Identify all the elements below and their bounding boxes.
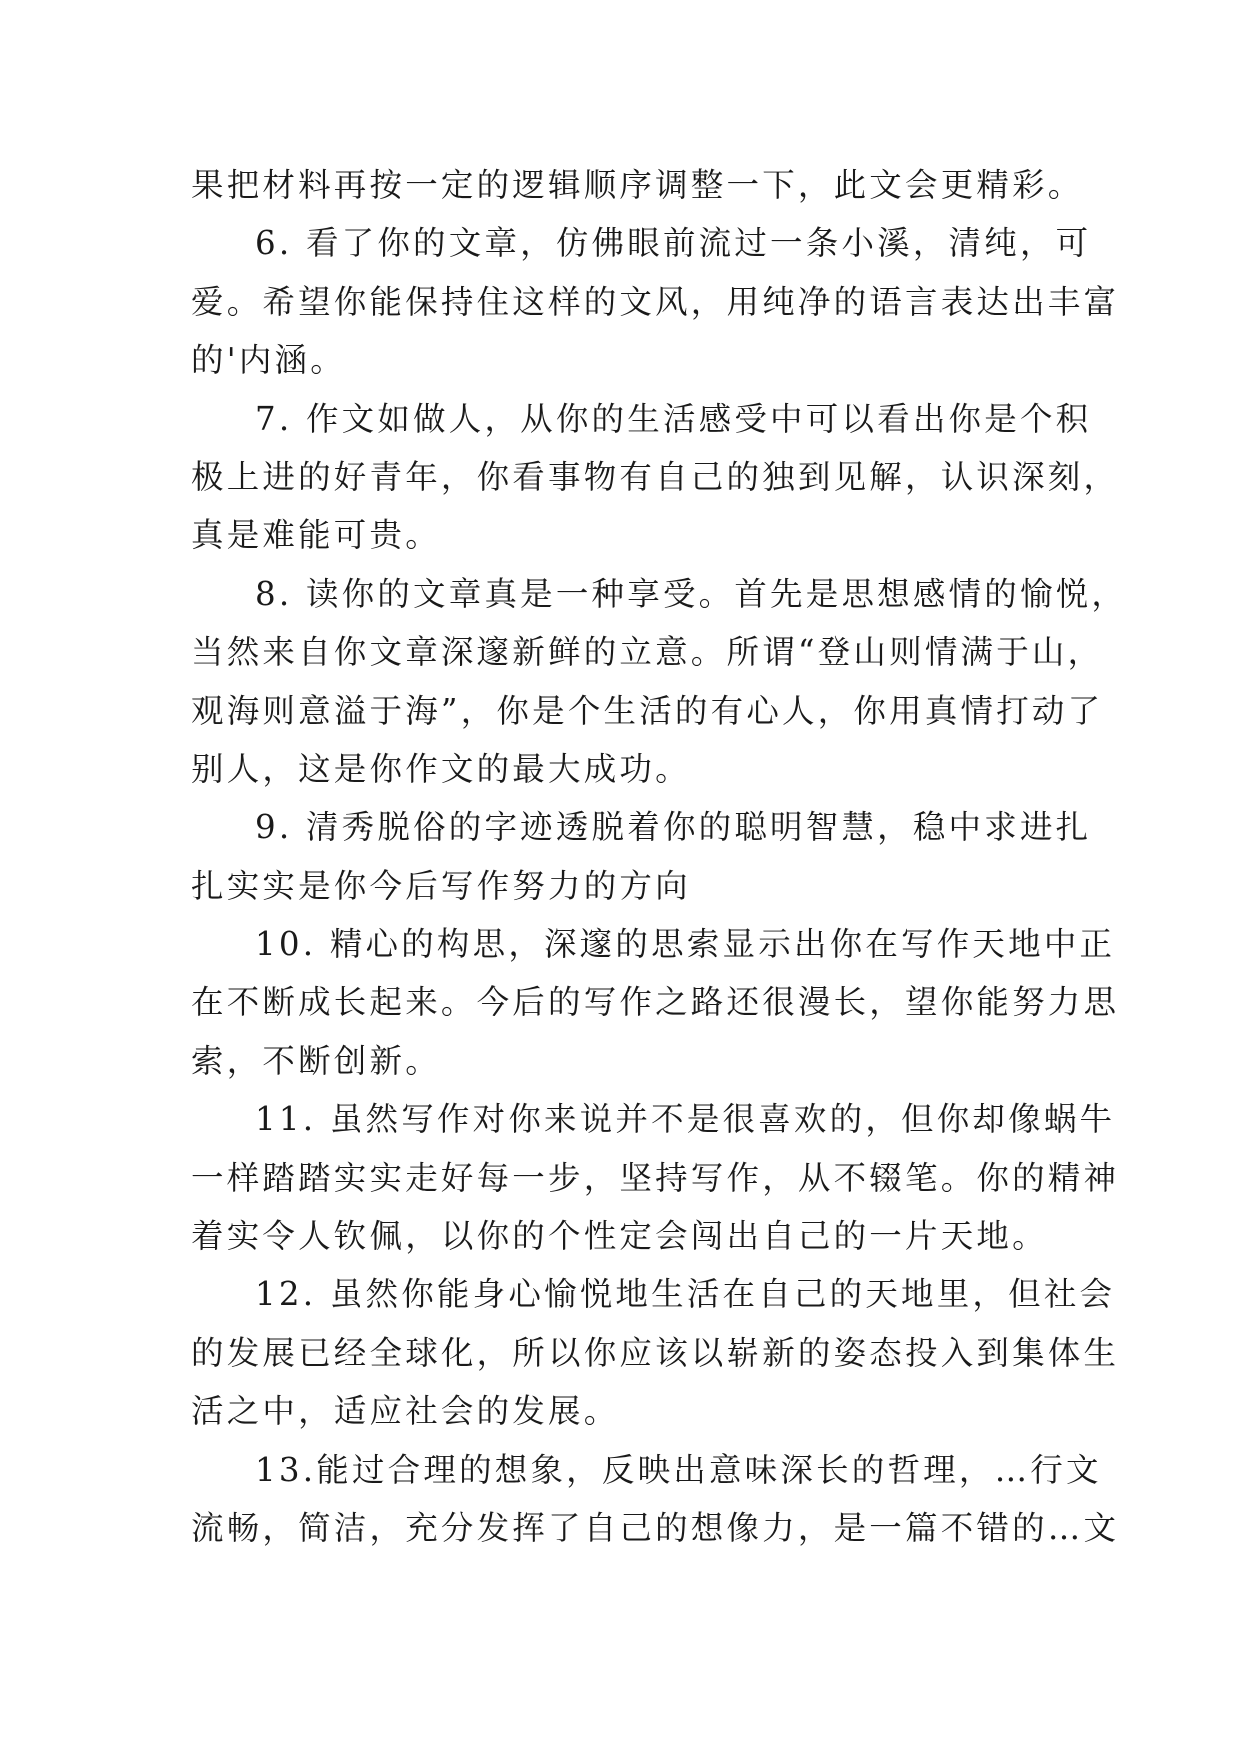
document-body bbox=[191, 156, 1128, 1557]
text-line: 13.能过合理的想象，反映出意味深长的哲理，…行文 bbox=[255, 1450, 1102, 1489]
text-line: 活之中，适应社会的发展。 bbox=[191, 1392, 620, 1431]
text-line: 真是难能可贵。 bbox=[191, 516, 441, 555]
text-line: 流畅，简洁，充分发挥了自己的想像力，是一篇不错的…文 bbox=[191, 1508, 1120, 1547]
text-line: 爱。希望你能保持住这样的文风，用纯净的语言表达出丰富 bbox=[191, 282, 1120, 321]
paragraph-comment-9 bbox=[191, 798, 1092, 915]
paragraph-comment-10 bbox=[191, 915, 1120, 1090]
paragraph-continuation bbox=[191, 156, 1084, 214]
text-line: 观海则意溢于海”，你是个生活的有心人，你用真情打动了 bbox=[191, 691, 1104, 730]
paragraph-comment-6 bbox=[191, 214, 1120, 389]
text-line: 8. 读你的文章真是一种享受。首先是思想感情的愉悦， bbox=[255, 574, 1128, 613]
text-line: 9. 清秀脱俗的字迹透脱着你的聪明智慧，稳中求进扎 bbox=[255, 808, 1092, 847]
text-line: 扎实实是你今后写作努力的方向 bbox=[191, 866, 691, 905]
text-line: 着实令人钦佩，以你的个性定会闯出自己的一片天地。 bbox=[191, 1217, 1048, 1256]
text-line: 极上进的好青年，你看事物有自己的独到见解，认识深刻， bbox=[191, 457, 1120, 496]
paragraph-comment-8 bbox=[191, 565, 1128, 799]
paragraph-comment-7 bbox=[191, 390, 1120, 565]
text-line: 10. 精心的构思，深邃的思索显示出你在写作天地中正 bbox=[255, 925, 1116, 964]
text-line: 果把材料再按一定的逻辑顺序调整一下，此文会更精彩。 bbox=[191, 166, 1084, 204]
text-line: 索，不断创新。 bbox=[191, 1041, 441, 1080]
text-line: 的'内涵。 bbox=[191, 341, 346, 380]
text-line: 7. 作文如做人，从你的生活感受中可以看出你是个积 bbox=[255, 399, 1092, 438]
paragraph-comment-11 bbox=[191, 1090, 1120, 1265]
text-line: 的发展已经全球化，所以你应该以崭新的姿态投入到集体生 bbox=[191, 1333, 1120, 1372]
paragraph-comment-12 bbox=[191, 1265, 1120, 1440]
text-line: 12. 虽然你能身心愉悦地生活在自己的天地里，但社会 bbox=[255, 1275, 1116, 1314]
text-line: 别人，这是你作文的最大成功。 bbox=[191, 749, 691, 788]
text-line: 在不断成长起来。今后的写作之路还很漫长，望你能努力思 bbox=[191, 983, 1120, 1022]
text-line: 11. 虽然写作对你来说并不是很喜欢的，但你却像蜗牛 bbox=[255, 1100, 1116, 1139]
text-line: 6. 看了你的文章，仿佛眼前流过一条小溪，清纯，可 bbox=[255, 224, 1092, 263]
text-line: 一样踏踏实实走好每一步，坚持写作，从不辍笔。你的精神 bbox=[191, 1158, 1120, 1197]
paragraph-comment-13 bbox=[191, 1441, 1120, 1558]
text-line: 当然来自你文章深邃新鲜的立意。所谓“登山则情满于山， bbox=[191, 633, 1104, 672]
